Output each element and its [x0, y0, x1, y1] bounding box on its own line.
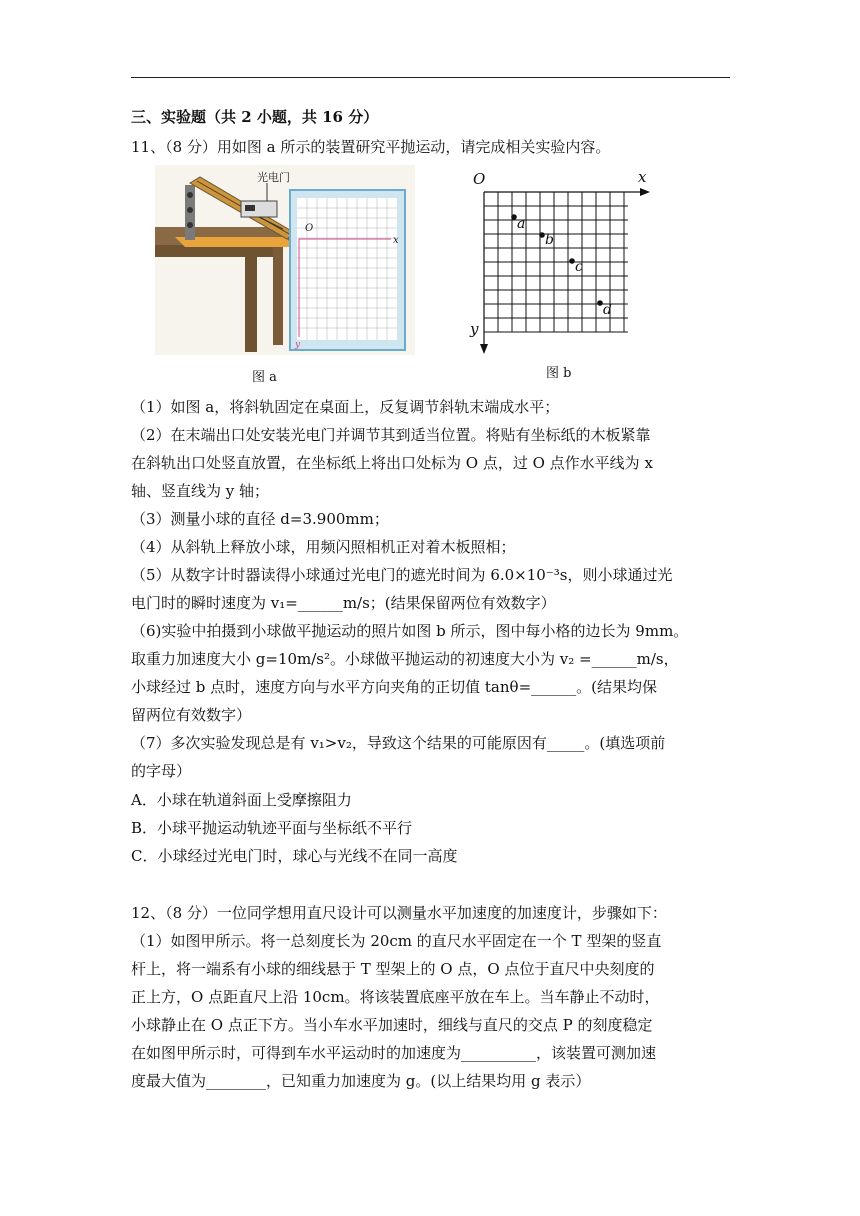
q12-line-2: （1）如图甲所示。将一总刻度长为 20cm 的直尺水平固定在一个 T 型架的竖直 [131, 932, 662, 950]
q11-line-12: 留两位有效数字） [131, 706, 252, 724]
grid-y-label: y [470, 320, 479, 338]
q12-line-5: 小球静止在 O 点正下方。当小车水平加速时，细线与直尺的交点 P 的刻度稳定 [131, 1016, 653, 1034]
svg-text:O: O [305, 223, 314, 234]
q11-line-9: （6)实验中拍摄到小球做平抛运动的照片如图 b 所示，图中每小格的边长为 9mm。 [131, 622, 689, 640]
section-title: 三、实验题（共 2 小题，共 16 分） [131, 108, 379, 126]
q12-line-1: 12、（8 分）一位同学想用直尺设计可以测量水平加速度的加速度计，步骤如下： [131, 904, 667, 922]
figure-a [155, 165, 415, 355]
q11-option-c: C．小球经过光电门时，球心与光线不在同一高度 [131, 847, 458, 865]
q12-line-3: 杆上，将一端系有小球的细线悬于 T 型架上的 O 点，O 点位于直尺中央刻度的 [131, 960, 655, 978]
figure-b-caption: 图 b [546, 366, 572, 381]
svg-text:光电门: 光电门 [257, 171, 290, 184]
svg-text:y: y [295, 340, 301, 350]
q11-line-11: 小球经过 b 点时，速度方向与水平方向夹角的正切值 tanθ=______。(结果均保 [131, 678, 657, 696]
q12-line-7: 度最大值为________，已知重力加速度为 g。(以上结果均用 g 表示） [131, 1072, 591, 1090]
svg-text:x: x [393, 235, 399, 246]
q11-line-10: 取重力加速度大小 g=10m/s²。小球做平抛运动的初速度大小为 v₂ =______m/s， [131, 650, 679, 668]
point-a-label: a [517, 216, 526, 232]
point-c-label: c [575, 259, 583, 275]
q11-line-1: （1）如图 a，将斜轨固定在桌面上，反复调节斜轨末端成水平； [131, 398, 560, 416]
q11-line-5: （3）测量小球的直径 d=3.900mm； [131, 510, 389, 528]
q12-line-6: 在如图甲所示时，可得到车水平运动时的加速度为__________，该装置可测加速 [131, 1044, 657, 1062]
grid-x-label: x [638, 168, 647, 186]
q11-intro: 11、（8 分）用如图 a 所示的装置研究平抛运动，请完成相关实验内容。 [131, 138, 611, 156]
q11-line-6: （4）从斜轨上释放小球，用频闪照相机正对着木板照相； [131, 538, 516, 556]
q11-line-8: 电门时的瞬时速度为 v₁=______m/s；(结果保留两位有效数字） [131, 594, 556, 612]
q11-line-14: 的字母） [131, 762, 192, 780]
q11-line-2: （2）在末端出口处安装光电门并调节其到适当位置。将贴有坐标纸的木板紧靠 [131, 426, 651, 444]
q11-line-4: 轴、竖直线为 y 轴； [131, 482, 270, 500]
q11-line-3: 在斜轨出口处竖直放置，在坐标纸上将出口处标为 O 点，过 O 点作水平线为 x [131, 454, 653, 472]
point-b-label: b [545, 232, 554, 248]
q11-line-7: （5）从数字计时器读得小球通过光电门的遮光时间为 6.0×10⁻³s，则小球通过光 [131, 566, 673, 584]
figure-a-caption: 图 a [252, 370, 277, 385]
q11-option-a: A．小球在轨道斜面上受摩擦阻力 [131, 791, 352, 809]
grid-origin-label: O [473, 170, 486, 188]
header-rule [131, 77, 730, 78]
apparatus-illustration [155, 165, 415, 355]
figure-b [468, 168, 668, 358]
point-d-label: d [603, 302, 612, 318]
q12-line-4: 正上方，O 点距直尺上沿 10cm。将该装置底座平放在车上。当车静止不动时， [131, 988, 660, 1006]
trajectory-grid [468, 168, 668, 358]
q11-option-b: B．小球平抛运动轨迹平面与坐标纸不平行 [131, 819, 413, 837]
q11-line-13: （7）多次实验发现总是有 v₁>v₂，导致这个结果的可能原因有_____。(填选项前 [131, 734, 666, 752]
